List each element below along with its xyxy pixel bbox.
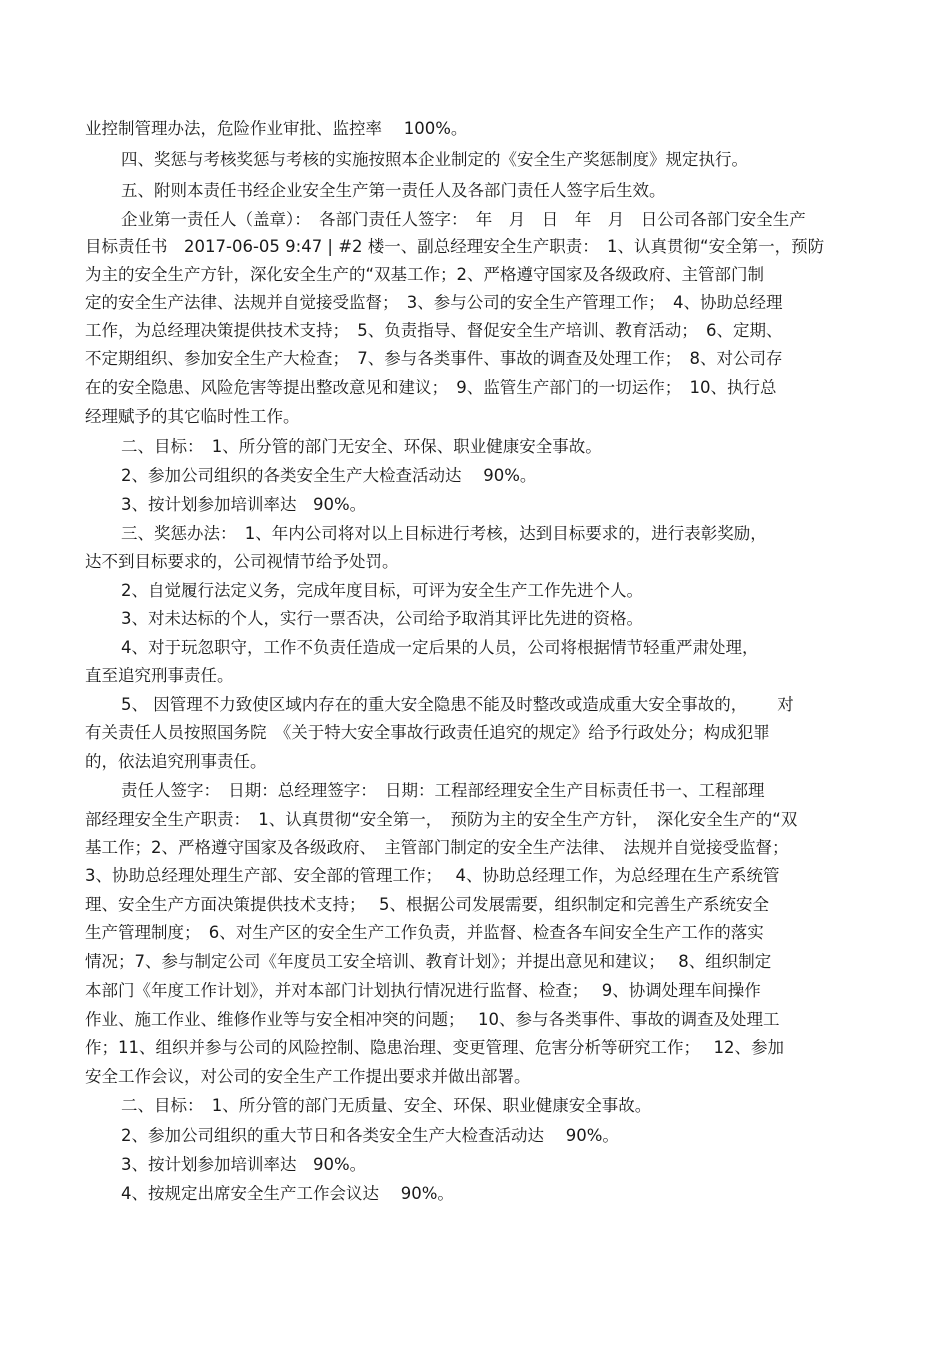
text-line: 在的安全隐患、风险危害等提出整改意见和建议； 9、监管生产部门的一切运作； 10、执行总	[85, 378, 777, 397]
text-line: 达不到目标要求的，公司视情节给予处罚。	[85, 552, 399, 571]
text-line: 情况；7、参与制定公司《年度员工安全培训、教育计划》；并提出意见和建议； 8、组织制定	[85, 952, 772, 971]
text-line: 五、附则本责任书经企业安全生产第一责任人及各部门责任人签字后生效。	[121, 181, 666, 200]
text-line: 3、对未达标的个人，实行一票否决，公司给予取消其评比先进的资格。	[121, 609, 643, 628]
text-line: 直至追究刑事责任。	[85, 666, 234, 685]
text-line: 2、参加公司组织的各类安全生产大检查活动达 90%。	[121, 466, 537, 485]
text-line: 经理赋予的其它临时性工作。	[85, 407, 300, 426]
text-line: 部经理安全生产职责： 1、认真贯彻“安全第一， 预防为主的安全生产方针， 深化安全生产的“双	[85, 810, 798, 829]
text-line: 本部门《年度工作计划》，并对本部门计划执行情况进行监督、检查； 9、协调处理车间操作	[85, 981, 761, 1000]
text-line: 为主的安全生产方针，深化安全生产的“双基工作；2、严格遵守国家及各级政府、主管部门制	[85, 265, 765, 284]
text-line: 工作，为总经理决策提供技术支持； 5、负责指导、督促安全生产培训、教育活动； 6、定期、	[85, 321, 783, 340]
text-line: 业控制管理办法，危险作业审批、监控率 100%。	[85, 119, 468, 138]
text-line: 二、目标： 1、所分管的部门无质量、安全、环保、职业健康安全事故。	[121, 1096, 652, 1115]
text-line: 不定期组织、参加安全生产大检查； 7、参与各类事件、事故的调查及处理工作； 8、对公司存	[85, 349, 783, 368]
text-line: 二、目标： 1、所分管的部门无安全、环保、职业健康安全事故。	[121, 437, 602, 456]
text-line: 四、奖惩与考核奖惩与考核的实施按照本企业制定的《安全生产奖惩制度》规定执行。	[121, 150, 748, 169]
text-line: 5、 因管理不力致使区域内存在的重大安全隐患不能及时整改或造成重大安全事故的， 对	[121, 695, 794, 714]
text-line: 理、安全生产方面决策提供技术支持； 5、根据公司发展需要，组织制定和完善生产系统安全	[85, 895, 769, 914]
text-line: 2、自觉履行法定义务，完成年度目标，可评为安全生产工作先进个人。	[121, 581, 643, 600]
text-line: 3、按计划参加培训率达 90%。	[121, 495, 367, 514]
text-line: 定的安全生产法律、法规并自觉接受监督； 3、参与公司的安全生产管理工作； 4、协助总经理	[85, 293, 783, 312]
text-line: 责任人签字： 日期：总经理签字： 日期：工程部经理安全生产目标责任书一、工程部理	[121, 781, 765, 800]
text-line: 基工作；2、严格遵守国家及各级政府、 主管部门制定的安全生产法律、 法规并自觉接受监督；	[85, 838, 789, 857]
text-line: 的，依法追究刑事责任。	[85, 752, 267, 771]
text-line: 安全工作会议，对公司的安全生产工作提出要求并做出部署。	[85, 1067, 531, 1086]
text-line: 3、协助总经理处理生产部、安全部的管理工作； 4、协助总经理工作，为总经理在生产系统管	[85, 866, 780, 885]
text-line: 目标责任书 2017-06-05 9:47 | #2 楼一、副总经理安全生产职责： 1、认真贯彻“安全第一，预防	[85, 237, 825, 256]
text-line: 企业第一责任人（盖章）： 各部门责任人签字： 年 月 日 年 月 日公司各部门安全生产	[121, 210, 806, 229]
text-line: 作业、施工作业、维修作业等与安全相冲突的问题； 10、参与各类事件、事故的调查及处理工	[85, 1010, 780, 1029]
text-line: 作；11、组织并参与公司的风险控制、隐患治理、变更管理、危害分析等研究工作； 12、参加	[85, 1038, 784, 1057]
text-line: 有关责任人员按照国务院 《关于特大安全事故行政责任追究的规定》给予行政处分；构成犯罪	[85, 723, 770, 742]
text-line: 三、奖惩办法： 1、年内公司将对以上目标进行考核，达到目标要求的，进行表彰奖励，	[121, 524, 767, 543]
text-line: 4、对于玩忽职守，工作不负责任造成一定后果的人员，公司将根据情节轻重严肃处理，	[121, 638, 759, 657]
text-line: 4、按规定出席安全生产工作会议达 90%。	[121, 1184, 454, 1203]
text-line: 2、参加公司组织的重大节日和各类安全生产大检查活动达 90%。	[121, 1126, 619, 1145]
text-line: 生产管理制度； 6、对生产区的安全生产工作负责，并监督、检查各车间安全生产工作的落实	[85, 923, 764, 942]
text-line: 3、按计划参加培训率达 90%。	[121, 1155, 367, 1174]
